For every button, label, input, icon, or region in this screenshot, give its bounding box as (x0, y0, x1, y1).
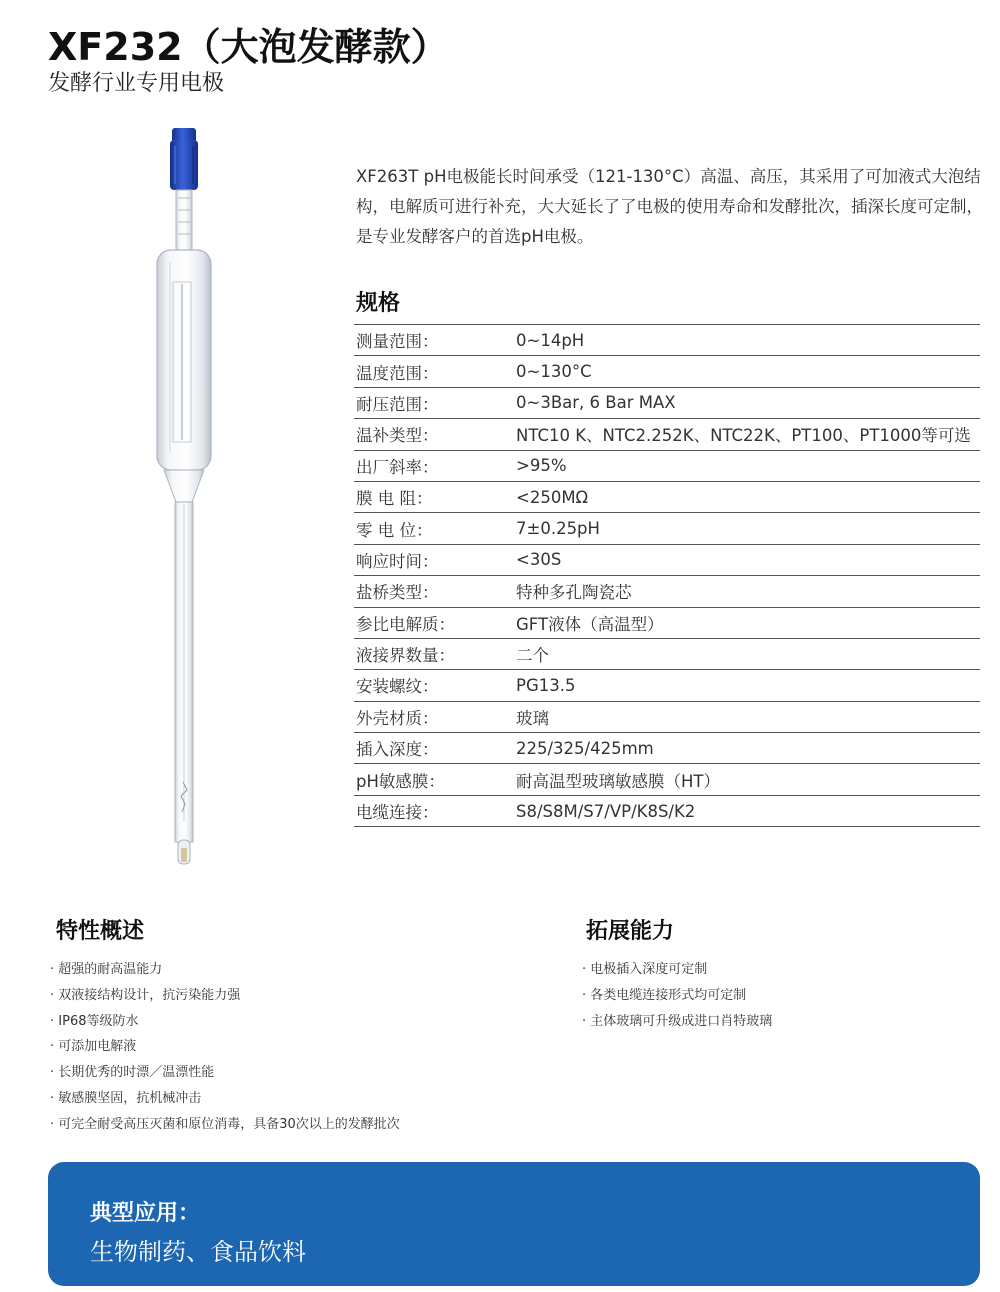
table-row (354, 388, 980, 419)
table-row (354, 419, 980, 450)
spec-label: 参比电解质： (356, 614, 455, 634)
table-row (354, 702, 980, 733)
spec-value: S8/S8M/S7/VP/K8S/K2 (516, 801, 696, 821)
spec-label: 盐桥类型： (356, 583, 439, 603)
extension-list (582, 957, 772, 1034)
list-item: · 主体玻璃可升级成进口肖特玻璃 (582, 1013, 773, 1029)
list-item: · IP68等级防水 (50, 1013, 139, 1029)
spec-label: pH敏感膜： (356, 771, 445, 791)
features-heading: 特性概述 (56, 919, 145, 944)
electrode-neck (176, 190, 192, 250)
application-banner (48, 1162, 980, 1286)
ph-electrode-image (140, 122, 230, 882)
spec-value: <250MΩ (516, 487, 589, 507)
specs-heading: 规格 (356, 291, 401, 316)
spec-value: 0~3Bar, 6 Bar MAX (516, 393, 676, 413)
list-item: · 电极插入深度可定制 (582, 962, 708, 977)
intro-paragraph: XF263T pH电极能长时间承受（121-130°C）高温、高压，其采用了可加液式大泡结构，电解质可进行补充，大大延长了了电极的使用寿命和发酵批次，插深长度可定制，是专业发酵客户的首选pH电极。 (356, 167, 983, 246)
page-title: XF232（大泡发酵款） (48, 25, 449, 69)
list-item: · 长期优秀的时漂／温漂性能 (50, 1065, 215, 1081)
spec-label: 耐压范围： (356, 394, 439, 414)
spec-value: 玻璃 (516, 708, 549, 728)
cap-top (172, 128, 196, 142)
table-row (354, 513, 980, 544)
spec-label: 电缆连接： (356, 803, 439, 823)
list-item: · 双液接结构设计，抗污染能力强 (50, 987, 241, 1003)
table-row (354, 451, 980, 482)
spec-label: 出厂斜率： (356, 457, 439, 477)
features-list (50, 957, 400, 1138)
spec-label: 零 电 位： (356, 520, 433, 540)
specs-table (354, 324, 980, 827)
list-item: · 可完全耐受高压灭菌和原位消毒，具备30次以上的发酵批次 (50, 1116, 400, 1132)
spec-value: 0~14pH (516, 330, 585, 350)
spec-value: 0~130°C (516, 362, 592, 382)
spec-label: 温补类型： (356, 426, 439, 446)
table-row (354, 733, 980, 764)
spec-value: PG13.5 (516, 675, 576, 695)
table-row (354, 608, 980, 639)
spec-value: 二个 (516, 646, 549, 666)
table-row (354, 796, 980, 827)
application-title: 典型应用： (90, 1201, 201, 1226)
spec-label: 温度范围： (356, 363, 439, 383)
list-item: · 敏感膜坚固，抗机械冲击 (50, 1090, 202, 1106)
application-text: 生物制药、食品饮料 (90, 1238, 306, 1266)
list-item: · 超强的耐高温能力 (50, 962, 163, 977)
spec-label: 膜 电 阻： (356, 489, 433, 509)
table-row (354, 670, 980, 701)
table-row (354, 764, 980, 795)
spec-label: 测量范围： (356, 332, 439, 352)
cap-body (170, 140, 198, 190)
spec-value: 225/325/425mm (516, 738, 654, 758)
table-row (354, 576, 980, 607)
spec-value: >95% (516, 456, 567, 476)
electrode-bulb (157, 250, 211, 470)
spec-value: 特种多孔陶瓷芯 (516, 583, 632, 603)
spec-value: 耐高温型玻璃敏感膜（HT） (516, 771, 720, 791)
spec-label: 安装螺纹： (356, 677, 439, 697)
spec-label: 液接界数量： (356, 646, 455, 666)
spec-value: 7±0.25pH (516, 519, 600, 539)
table-row (354, 482, 980, 513)
spec-label: 插入深度： (356, 740, 439, 760)
spec-label: 响应时间： (356, 551, 439, 571)
list-item: · 可添加电解液 (50, 1039, 137, 1055)
extension-heading: 拓展能力 (586, 919, 675, 944)
spec-value: <30S (516, 550, 562, 570)
table-row (354, 545, 980, 576)
spec-label: 外壳材质： (356, 708, 439, 728)
list-item: · 各类电缆连接形式均可定制 (582, 987, 747, 1003)
table-row (354, 356, 980, 387)
page-subtitle: 发酵行业专用电极 (48, 71, 225, 96)
spec-value: NTC10 K、NTC2.252K、NTC22K、PT100、PT1000等可选 (516, 426, 971, 446)
table-row (354, 639, 980, 670)
spec-value: GFT液体（高温型） (516, 614, 664, 634)
table-row (354, 325, 980, 356)
